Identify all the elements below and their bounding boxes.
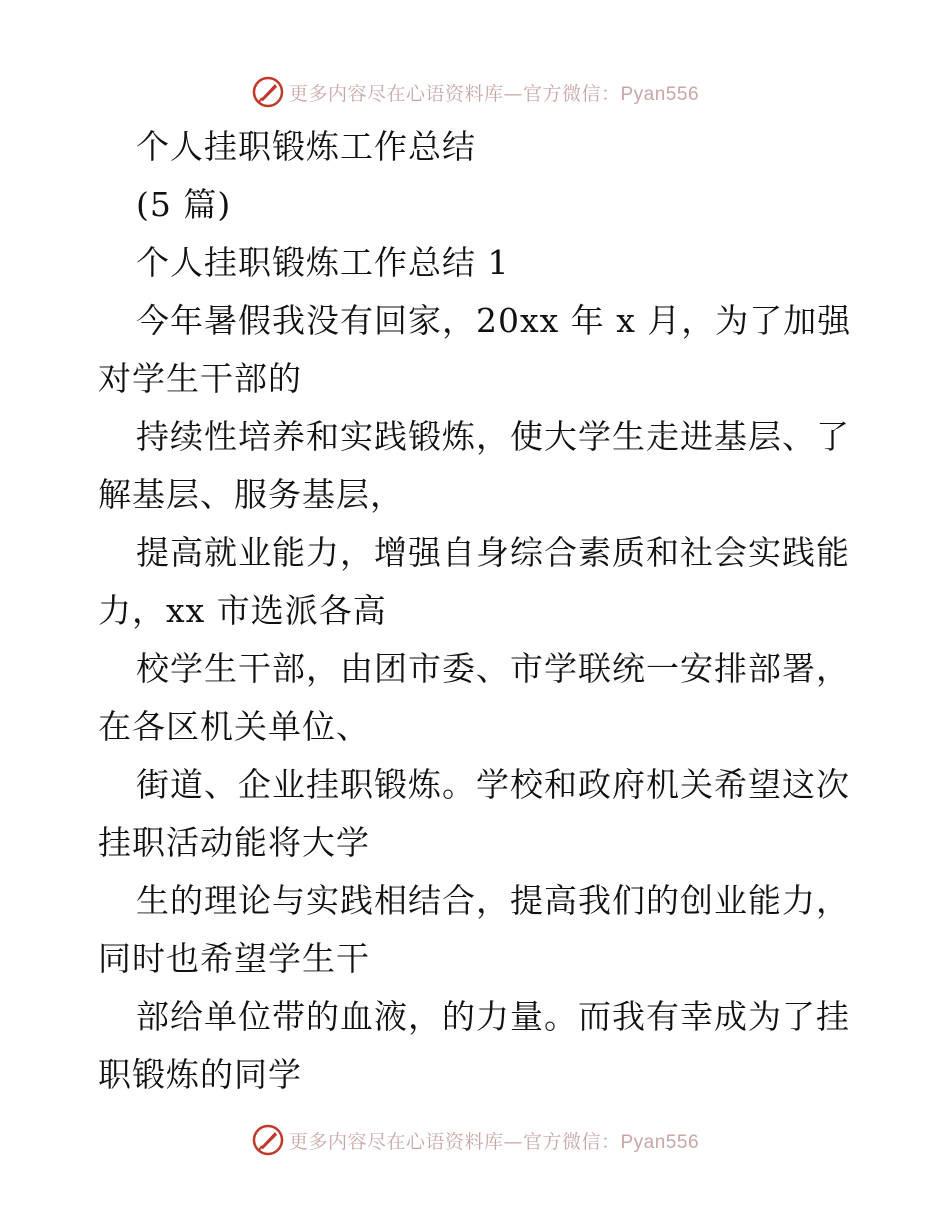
banner-text: 更多内容尽在心语资料库—官方微信：Pyan556 (288, 82, 700, 105)
doc-line: 挂职活动能将大学 (98, 823, 370, 862)
doc-line: 个人挂职锻炼工作总结 1 (136, 243, 510, 282)
doc-line: 今年暑假我没有回家，20xx 年 x 月，为了加强 (136, 301, 852, 340)
doc-line: 同时也希望学生干 (98, 939, 370, 978)
doc-line: 校学生干部，由团市委、市学联统一安排部署， (136, 649, 850, 688)
doc-line: 力，xx 市选派各高 (98, 591, 387, 630)
quill-logo-icon (251, 1123, 285, 1157)
top-watermark-banner (0, 72, 950, 112)
banner-wechat-id: Pyan556 (620, 83, 700, 105)
doc-line: 个人挂职锻炼工作总结 (136, 127, 476, 166)
doc-line: 生的理论与实践相结合，提高我们的创业能力， (136, 881, 850, 920)
bottom-watermark-banner (0, 1120, 950, 1160)
quill-logo-icon (251, 75, 285, 109)
doc-line: 街道、企业挂职锻炼。学校和政府机关希望这次 (136, 765, 850, 804)
banner-text: 更多内容尽在心语资料库—官方微信：Pyan556 (288, 1130, 700, 1153)
doc-line: 职锻炼的同学 (98, 1055, 302, 1094)
doc-line: (5 篇) (136, 185, 232, 224)
document-body (98, 118, 868, 1104)
banner-wechat-id: Pyan556 (620, 1131, 700, 1153)
doc-line: 对学生干部的 (98, 359, 302, 398)
doc-line: 解基层、服务基层， (98, 475, 404, 514)
doc-line: 提高就业能力，增强自身综合素质和社会实践能 (136, 533, 850, 572)
doc-line: 持续性培养和实践锻炼，使大学生走进基层、了 (136, 417, 850, 456)
doc-line: 在各区机关单位、 (98, 707, 370, 746)
doc-line: 部给单位带的血液，的力量。而我有幸成为了挂 (136, 997, 850, 1036)
